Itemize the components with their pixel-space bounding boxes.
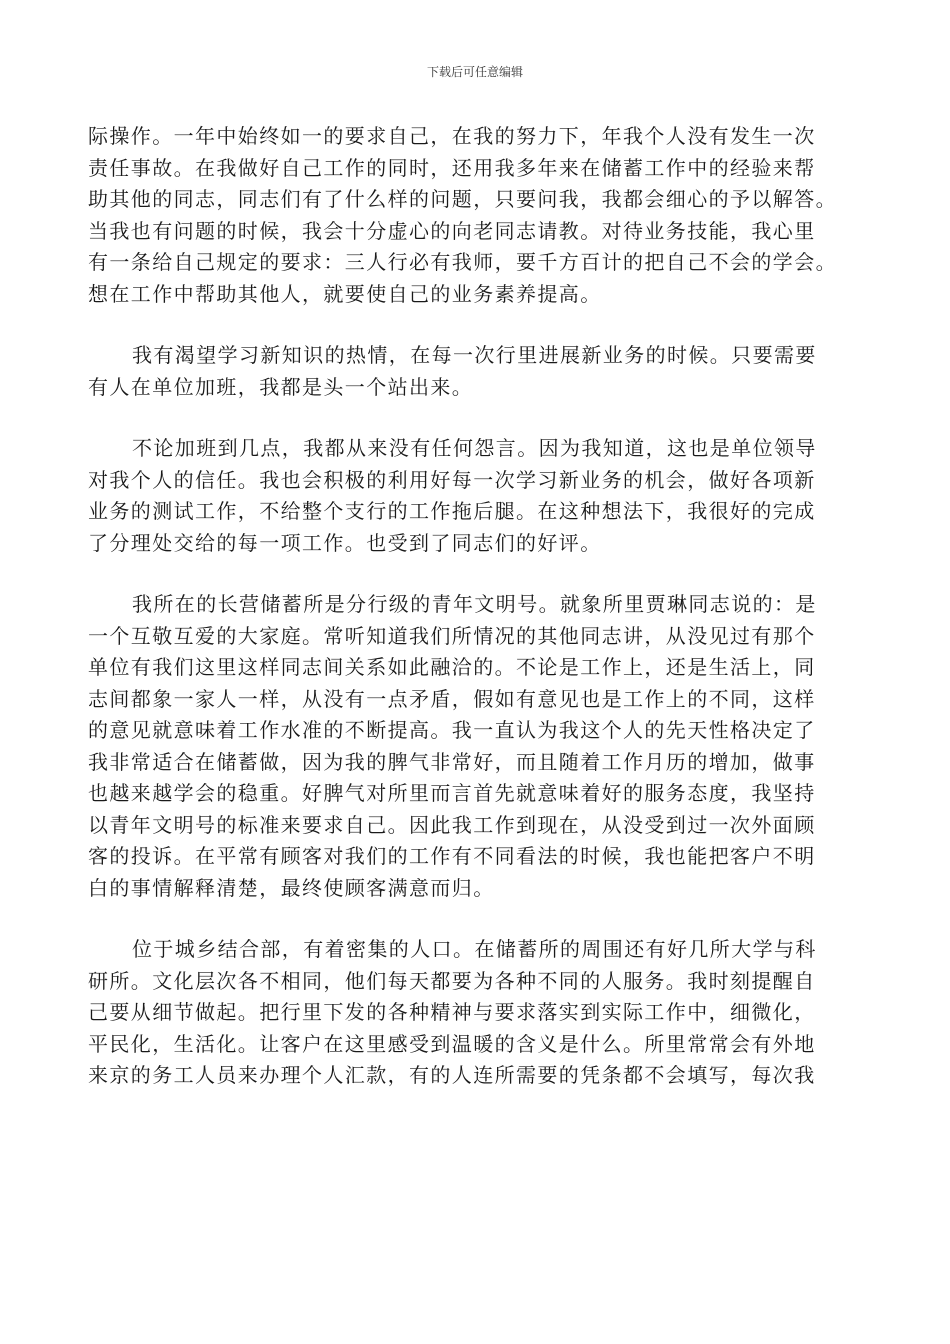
text-line: 有人在单位加班，我都是头一个站出来。 [88, 374, 474, 399]
text-line: 位于城乡结合部，有着密集的人口。在储蓄所的周围还有好几所大学与科 [132, 937, 817, 961]
text-line: 来京的务工人员来办理个人汇款，有的人连所需要的凭条都不会填写，每次我 [88, 1063, 816, 1087]
paragraph-5 [88, 934, 852, 1092]
text-line: 业务的测试工作，不给整个支行的工作拖后腿。在这种想法下，我很好的完成 [88, 499, 816, 523]
text-line: 己要从细节做起。把行里下发的各种精神与要求落实到实际工作中，细微化， [88, 1000, 816, 1024]
text-line: 当我也有问题的时候，我会十分虚心的向老同志请教。对待业务技能，我心里 [88, 218, 816, 243]
text-line: 助其他的同志，同志们有了什么样的问题，只要问我，我都会细心的予以解答。 [88, 187, 837, 211]
text-line: 的意见就意味着工作水准的不断提高。我一直认为我这个人的先天性格决定了 [88, 718, 816, 742]
text-line: 也越来越学会的稳重。好脾气对所里而言首先就意味着好的服务态度，我坚持 [88, 781, 816, 805]
text-line: 我所在的长营储蓄所是分行级的青年文明号。就象所里贾琳同志说的：是 [132, 592, 817, 616]
text-line: 客的投诉。在平常有顾客对我们的工作有不同看法的时候，我也能把客户不明 [88, 844, 816, 868]
paragraph-2 [88, 340, 852, 403]
text-line: 单位有我们这里这样同志间关系如此融洽的。不论是工作上，还是生活上，同 [88, 655, 816, 679]
text-line: 了分理处交给的每一项工作。也受到了同志们的好评。 [88, 530, 602, 555]
text-line: 对我个人的信任。我也会积极的利用好每一次学习新业务的机会，做好各项新 [88, 467, 816, 492]
text-line: 责任事故。在我做好自己工作的同时，还用我多年来在储蓄工作中的经验来帮 [88, 155, 816, 180]
text-line: 志间都象一家人一样，从没有一点矛盾，假如有意见也是工作上的不同，这样 [88, 686, 816, 711]
text-line: 以青年文明号的标准来要求自己。因此我工作到现在，从没受到过一次外面顾 [88, 812, 816, 837]
paragraph-1 [88, 121, 852, 310]
text-line: 一个互敬互爱的大家庭。常听知道我们所情况的其他同志讲，从没见过有那个 [88, 623, 816, 648]
text-line: 有一条给自己规定的要求：三人行必有我师，要千方百计的把自己不会的学会。 [88, 250, 837, 274]
text-line: 平民化，生活化。让客户在这里感受到温暖的含义是什么。所里常常会有外地 [88, 1031, 816, 1056]
paragraph-3 [88, 433, 852, 559]
text-line: 不论加班到几点，我都从来没有任何怨言。因为我知道，这也是单位领导 [132, 436, 817, 460]
paragraph-4 [88, 589, 852, 904]
text-line: 白的事情解释清楚，最终使顾客满意而归。 [88, 875, 495, 900]
text-line: 际操作。一年中始终如一的要求自己，在我的努力下，年我个人没有发生一次 [88, 124, 816, 148]
text-line: 研所。文化层次各不相同，他们每天都要为各种不同的人服务。我时刻提醒自 [88, 968, 816, 993]
text-line: 我非常适合在储蓄做，因为我的脾气非常好，而且随着工作月历的增加，做事 [88, 749, 816, 774]
text-line: 我有渴望学习新知识的热情，在每一次行里进展新业务的时候。只要需要 [132, 343, 817, 367]
page-header: 下载后可任意编辑 [426, 65, 523, 79]
document-body [88, 121, 852, 1092]
text-line: 想在工作中帮助其他人，就要使自己的业务素养提高。 [88, 281, 602, 306]
